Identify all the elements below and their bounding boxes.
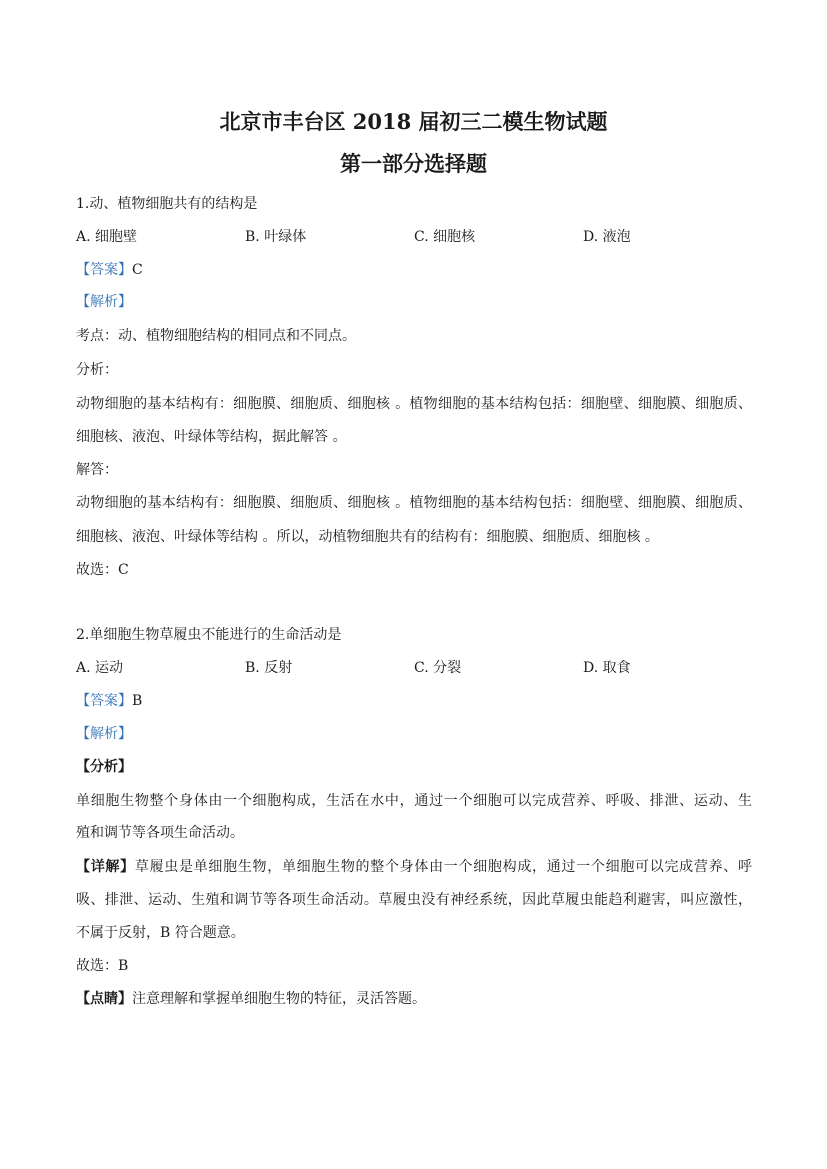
option-letter: A.	[76, 660, 91, 676]
q2-dianjing	[76, 989, 426, 1009]
q2-xiangjie-line-3: 不属于反射，B 符合题意。	[76, 925, 245, 941]
q2-fenxi-line-2: 殖和调节等各项生命活动。	[76, 825, 244, 841]
answer-tag: 【答案】	[76, 693, 132, 709]
option-text: 运动	[95, 660, 124, 676]
q1-line-guxuan: 故选：C	[76, 562, 129, 578]
q2-guxuan: 故选：B	[76, 958, 129, 974]
option-letter: D.	[583, 229, 599, 245]
q1-analysis-tag: 【解析】	[76, 294, 132, 310]
option-letter: B.	[245, 660, 260, 676]
answer-value: B	[132, 693, 143, 709]
xiangjie-tag: 【详解】	[76, 859, 135, 875]
q2-answer	[76, 691, 142, 711]
option-text: 分裂	[433, 660, 462, 676]
document-title: 北京市丰台区 2018 届初三二模生物试题	[219, 109, 608, 134]
q2-option-d	[583, 658, 631, 678]
xiangjie-text: 草履虫是单细胞生物，单细胞生物的整个身体由一个细胞构成，通过一个细胞可以完成营养、呼	[134, 859, 753, 875]
q2-option-c	[414, 658, 461, 678]
section-title: 第一部分选择题	[340, 151, 487, 176]
option-letter: C.	[414, 229, 429, 245]
option-text: 细胞核	[433, 229, 476, 245]
dianjing-tag: 【点睛】	[76, 991, 132, 1007]
option-text: 取食	[602, 660, 631, 676]
q1-line-fenxi-body-1: 动物细胞的基本结构有：细胞膜、细胞质、细胞核 。植物细胞的基本结构包括：细胞壁、细胞膜、细胞质、	[76, 396, 752, 412]
option-letter: D.	[583, 660, 599, 676]
option-text: 反射	[264, 660, 293, 676]
q2-fenxi-tag: 【分析】	[76, 759, 132, 775]
q1-line-jieda-body-1: 动物细胞的基本结构有：细胞膜、细胞质、细胞核 。植物细胞的基本结构包括：细胞壁、细胞膜、细胞质、	[76, 495, 752, 511]
q2-analysis-tag: 【解析】	[76, 726, 132, 742]
q1-line-kaodian: 考点：动、植物细胞结构的相同点和不同点。	[76, 328, 356, 344]
question-1-stem: 1.动、植物细胞共有的结构是	[76, 196, 258, 212]
answer-value: C	[132, 262, 143, 278]
option-letter: B.	[245, 229, 260, 245]
option-letter: C.	[414, 660, 429, 676]
option-text: 叶绿体	[264, 229, 307, 245]
option-text: 细胞壁	[95, 229, 138, 245]
question-2-stem: 2.单细胞生物草履虫不能进行的生命活动是	[76, 627, 342, 643]
option-letter: A.	[76, 229, 91, 245]
q1-answer	[76, 260, 143, 280]
q2-option-b	[245, 658, 292, 678]
dianjing-text: 注意理解和掌握单细胞生物的特征，灵活答题。	[132, 991, 426, 1007]
answer-tag: 【答案】	[76, 262, 132, 278]
q1-option-c	[414, 227, 475, 247]
q1-option-b	[245, 227, 306, 247]
q2-fenxi-line-1: 单细胞生物整个身体由一个细胞构成，生活在水中，通过一个细胞可以完成营养、呼吸、排泄、运动、生	[76, 793, 752, 809]
option-text: 液泡	[602, 229, 631, 245]
q2-option-a	[76, 658, 123, 678]
q2-xiangjie-line-2: 吸、排泄、运动、生殖和调节等各项生命活动。草履虫没有神经系统，因此草履虫能趋利避害，叫应激性，	[76, 892, 752, 908]
q1-line-jieda-body-2: 细胞核、液泡、叶绿体等结构 。所以，动植物细胞共有的结构有：细胞膜、细胞质、细胞核 。	[76, 529, 659, 545]
q1-line-fenxi: 分析：	[76, 362, 118, 378]
q1-option-a	[76, 227, 137, 247]
q2-xiangjie-line-1	[76, 857, 752, 877]
q1-line-jieda: 解答：	[76, 462, 118, 478]
q1-line-fenxi-body-2: 细胞核、液泡、叶绿体等结构，据此解答 。	[76, 429, 347, 445]
q1-option-d	[583, 227, 631, 247]
